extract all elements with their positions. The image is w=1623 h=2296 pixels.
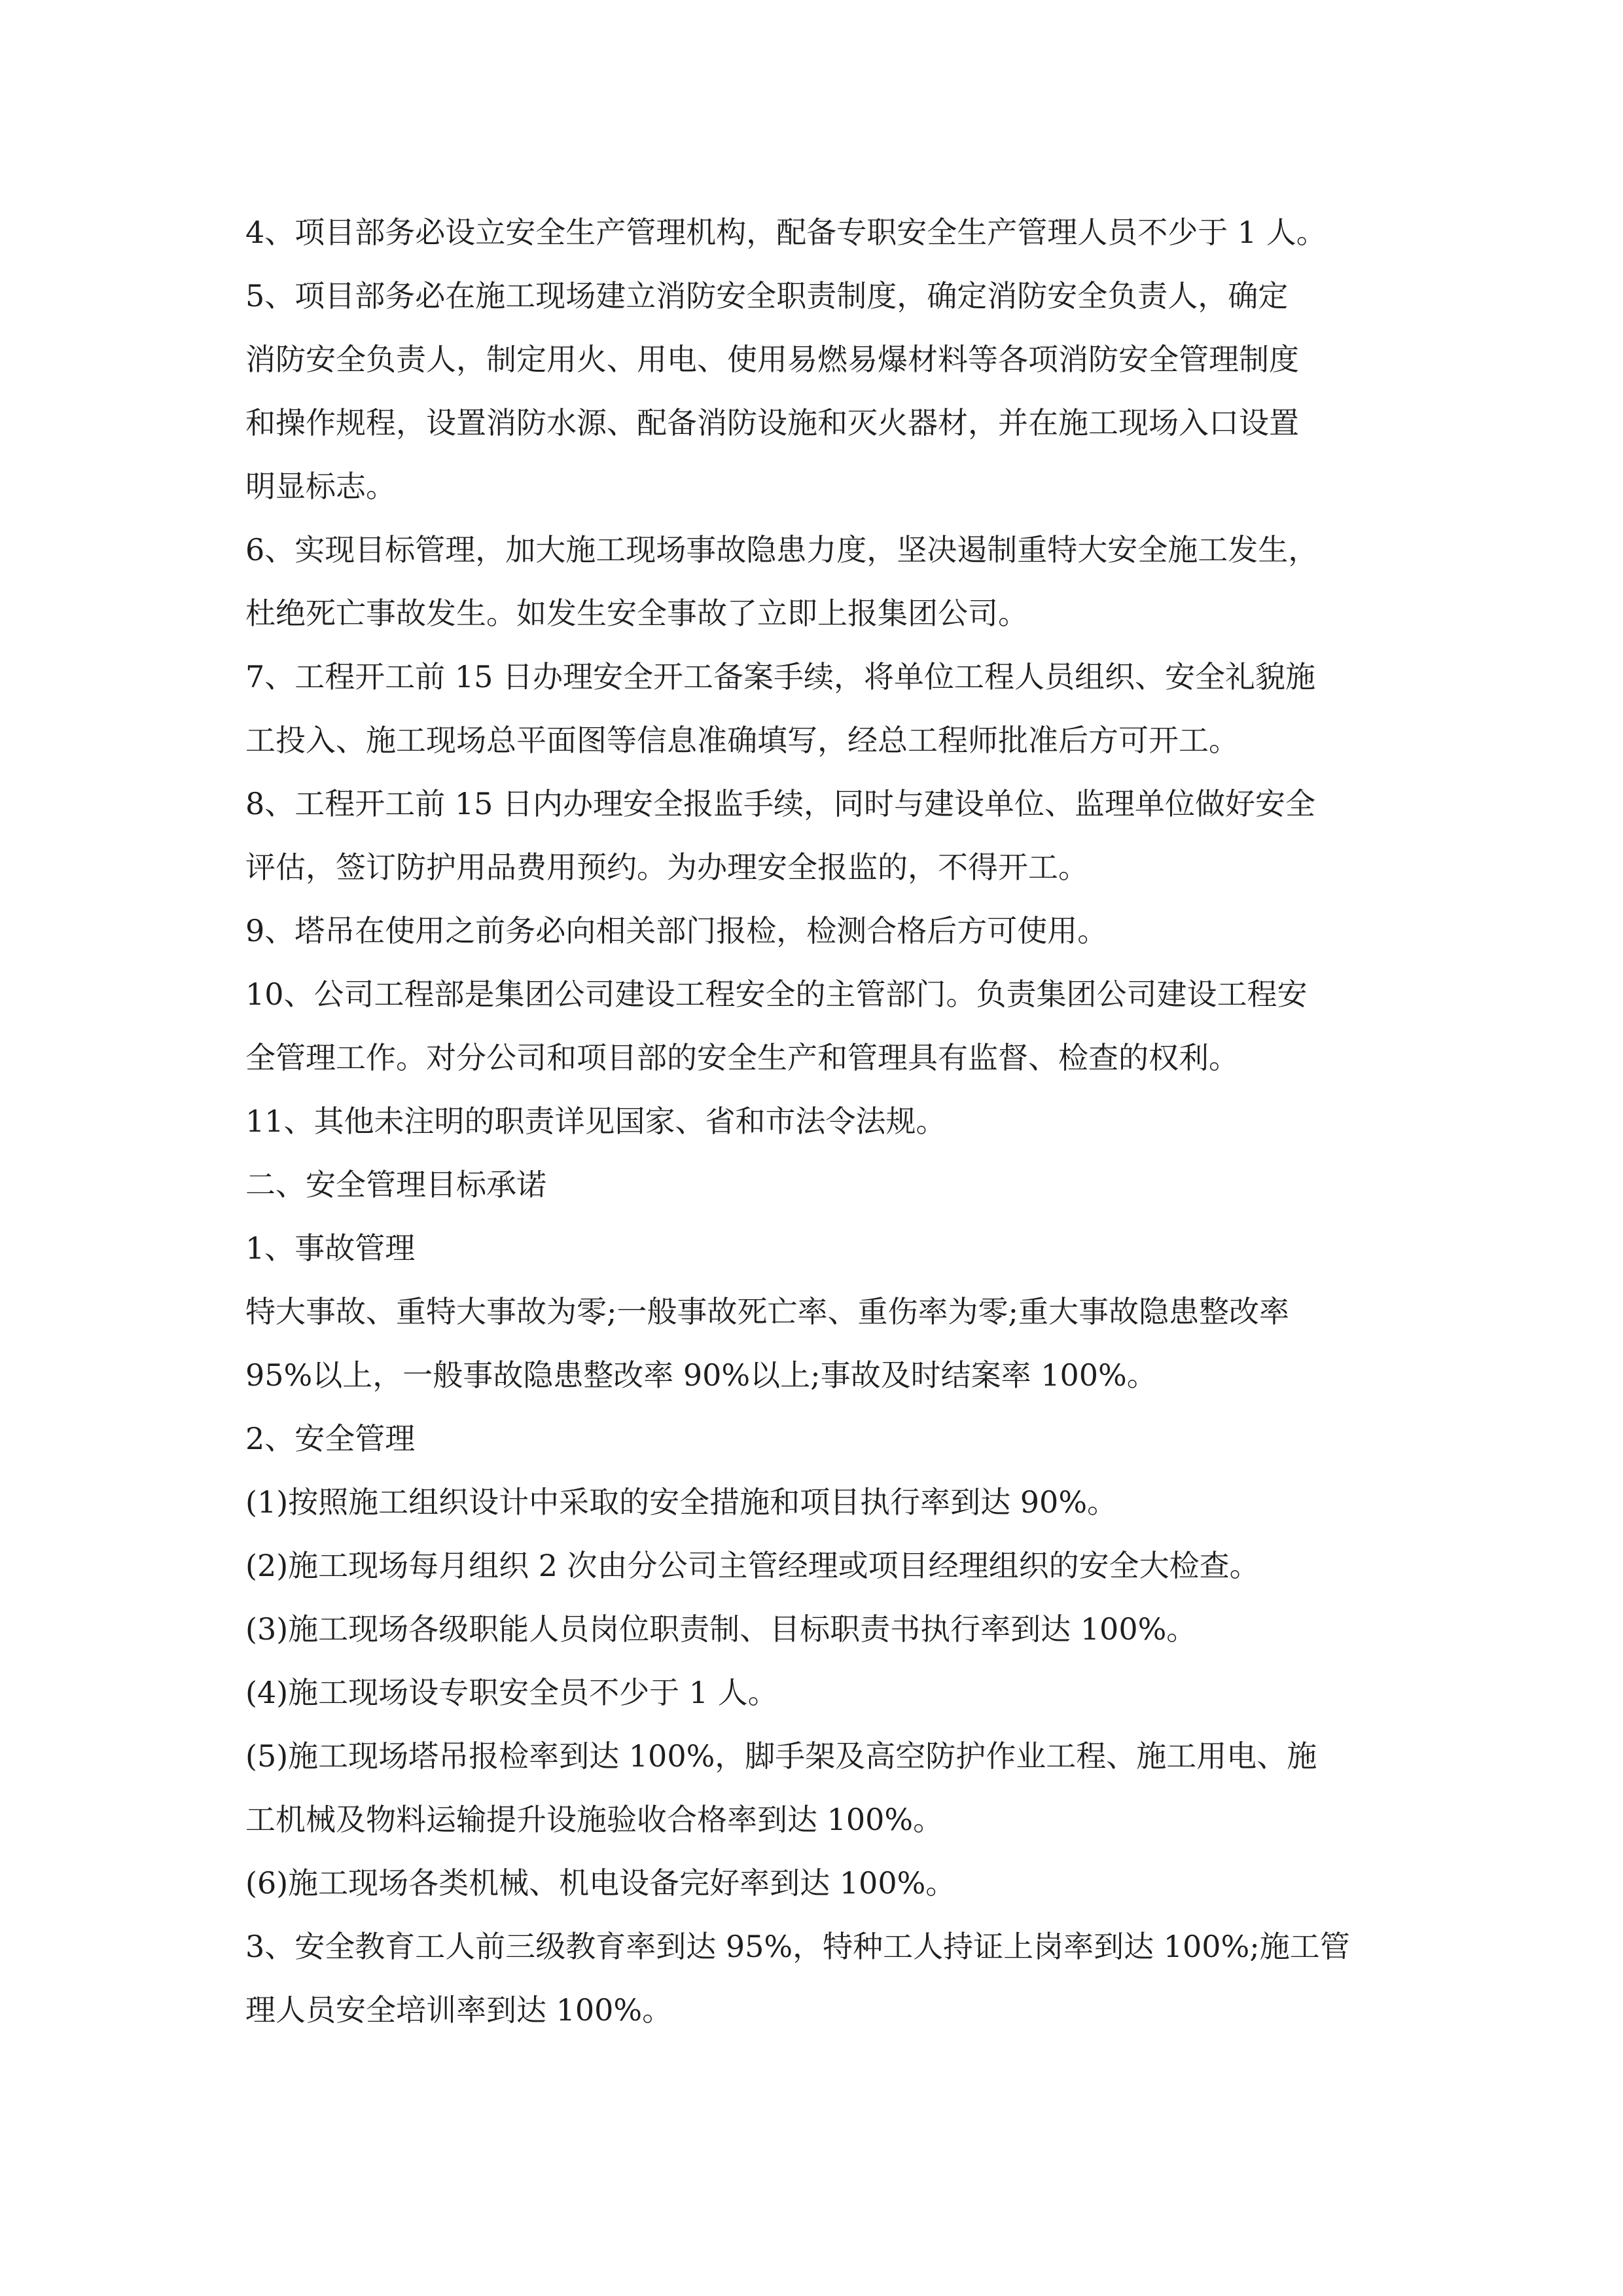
text-line: 特大事故、重特大事故为零;一般事故死亡率、重伤率为零;重大事故隐患整改率 bbox=[245, 1294, 1289, 1329]
subsection-heading: 1、事故管理 bbox=[245, 1230, 416, 1266]
text-line: 全管理工作。对分公司和项目部的安全生产和管理具有监督、检查的权利。 bbox=[245, 1040, 1239, 1075]
text-line: (6)施工现场各类机械、机电设备完好率到达 100%。 bbox=[245, 1865, 956, 1901]
document-body bbox=[245, 201, 1387, 2042]
section-heading: 二、安全管理目标承诺 bbox=[245, 1167, 546, 1202]
text-line: 5、项目部务必在施工现场建立消防安全职责制度，确定消防安全负责人，确定 bbox=[245, 278, 1289, 314]
text-line: (5)施工现场塔吊报检率到达 100%，脚手架及高空防护作业工程、施工用电、施 bbox=[245, 1738, 1317, 1774]
subsection-heading: 2、安全管理 bbox=[245, 1421, 416, 1456]
text-line: 3、安全教育工人前三级教育率到达 95%，特种工人持证上岗率到达 100%;施工管 bbox=[245, 1929, 1350, 1964]
text-line: (4)施工现场设专职安全员不少于 1 人。 bbox=[245, 1675, 778, 1710]
text-line: 消防安全负责人，制定用火、用电、使用易燃易爆材料等各项消防安全管理制度 bbox=[245, 342, 1299, 377]
text-line: 杜绝死亡事故发生。如发生安全事故了立即上报集团公司。 bbox=[245, 596, 1028, 631]
text-line: 11、其他未注明的职责详见国家、省和市法令法规。 bbox=[245, 1103, 946, 1139]
text-line: (3)施工现场各级职能人员岗位职责制、目标职责书执行率到达 100%。 bbox=[245, 1611, 1197, 1647]
text-line: 8、工程开工前 15 日内办理安全报监手续，同时与建设单位、监理单位做好安全 bbox=[245, 786, 1316, 821]
text-line: 95%以上，一般事故隐患整改率 90%以上;事故及时结案率 100%。 bbox=[245, 1357, 1157, 1393]
text-line: 明显标志。 bbox=[245, 469, 396, 504]
text-line: 工机械及物料运输提升设施验收合格率到达 100%。 bbox=[245, 1802, 944, 1837]
text-line: 和操作规程，设置消防水源、配备消防设施和灭火器材，并在施工现场入口设置 bbox=[245, 405, 1299, 440]
text-line: 7、工程开工前 15 日办理安全开工备案手续，将单位工程人员组织、安全礼貌施 bbox=[245, 659, 1316, 694]
text-line: (2)施工现场每月组织 2 次由分公司主管经理或项目经理组织的安全大检查。 bbox=[245, 1548, 1260, 1583]
text-line: 工投入、施工现场总平面图等信息准确填写，经总工程师批准后方可开工。 bbox=[245, 723, 1239, 758]
text-line: (1)按照施工组织设计中采取的安全措施和项目执行率到达 90%。 bbox=[245, 1484, 1118, 1520]
text-line: 4、项目部务必设立安全生产管理机构，配备专职安全生产管理人员不少于 1 人。 bbox=[245, 215, 1327, 250]
text-line: 9、塔吊在使用之前务必向相关部门报检，检测合格后方可使用。 bbox=[245, 913, 1108, 948]
text-line: 评估，签订防护用品费用预约。为办理安全报监的，不得开工。 bbox=[245, 850, 1088, 885]
text-line: 10、公司工程部是集团公司建设工程安全的主管部门。负责集团公司建设工程安 bbox=[245, 977, 1308, 1012]
text-line: 理人员安全培训率到达 100%。 bbox=[245, 1992, 673, 2028]
text-line: 6、实现目标管理，加大施工现场事故隐患力度，坚决遏制重特大安全施工发生， bbox=[245, 532, 1319, 567]
